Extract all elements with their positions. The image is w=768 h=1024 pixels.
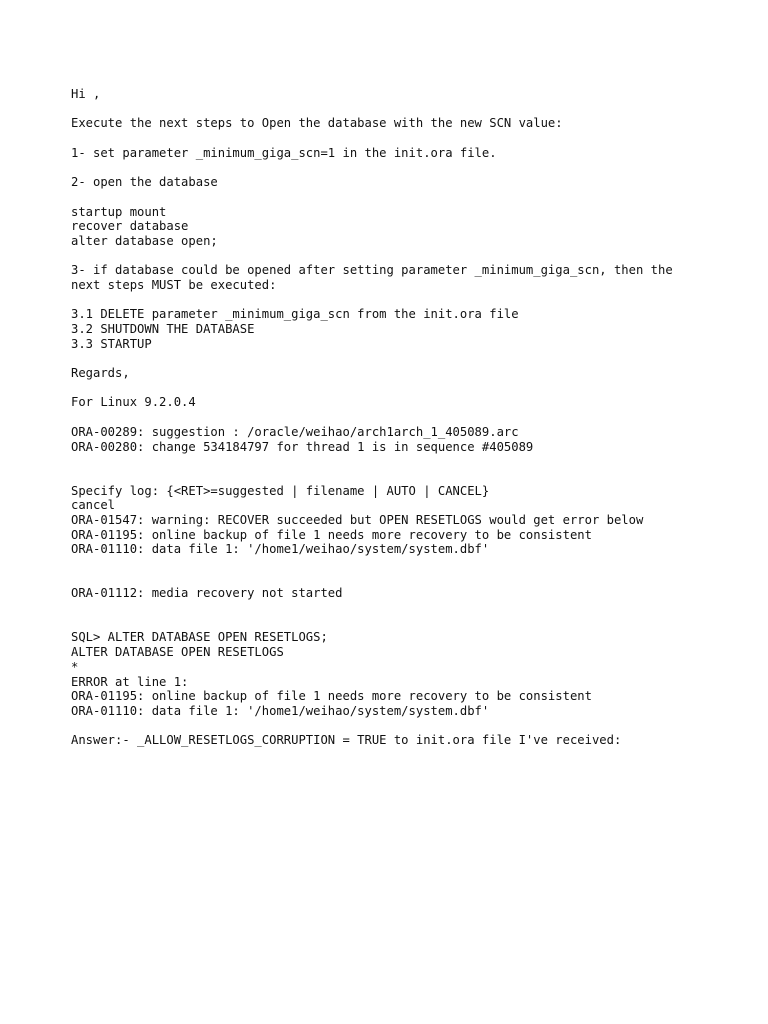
step-1: 1- set parameter _minimum_giga_scn=1 in the init.ora file. [71, 145, 497, 160]
log-line: Specify log: {<RET>=suggested | filename | AUTO | CANCEL} [71, 483, 490, 498]
platform-note: For Linux 9.2.0.4 [71, 395, 196, 410]
substep: 3.1 DELETE parameter _minimum_giga_scn from the init.ora file [71, 307, 519, 322]
closing: Regards, [71, 366, 130, 381]
step-2: 2- open the database [71, 175, 218, 190]
substep: 3.2 SHUTDOWN THE DATABASE [71, 322, 255, 336]
log-line: ORA-00289: suggestion : /oracle/weihao/arch1arch_1_405089.arc [71, 424, 519, 439]
command-line: startup mount [71, 204, 167, 219]
sql-line: ERROR at line 1: [71, 674, 189, 689]
log-line: ORA-01195: online backup of file 1 needs more recovery to be consistent [71, 527, 592, 542]
sql-line: ORA-01195: online backup of file 1 needs more recovery to be consistent [71, 689, 592, 704]
step-3-line: 3- if database could be opened after setting parameter _minimum_giga_scn, then the [71, 263, 673, 278]
sql-line: ORA-01110: data file 1: '/home1/weihao/system/system.dbf' [71, 703, 490, 718]
log-line: ORA-01547: warning: RECOVER succeeded but OPEN RESETLOGS would get error below [71, 512, 644, 527]
log-line: cancel [71, 498, 116, 513]
command-line: alter database open; [71, 233, 218, 248]
log-line: ORA-01110: data file 1: '/home1/weihao/system/system.dbf' [71, 542, 490, 557]
log-line: ORA-00280: change 534184797 for thread 1 is in sequence #405089 [71, 439, 534, 454]
sql-line: SQL> ALTER DATABASE OPEN RESETLOGS; [71, 630, 328, 645]
intro-text: Execute the next steps to Open the database with the new SCN value: [71, 116, 563, 131]
substep: 3.3 STARTUP [71, 336, 152, 351]
sql-line: ALTER DATABASE OPEN RESETLOGS [71, 645, 284, 660]
document-body [71, 87, 751, 748]
log-line: ORA-01112: media recovery not started [71, 586, 343, 601]
step-3-line: next steps MUST be executed: [71, 277, 277, 292]
answer-text: Answer:- _ALLOW_RESETLOGS_CORRUPTION = TRUE to init.ora file I've received: [71, 733, 622, 748]
command-line: recover database [71, 219, 189, 234]
sql-line: * [71, 659, 79, 674]
greeting: Hi , [71, 87, 101, 101]
